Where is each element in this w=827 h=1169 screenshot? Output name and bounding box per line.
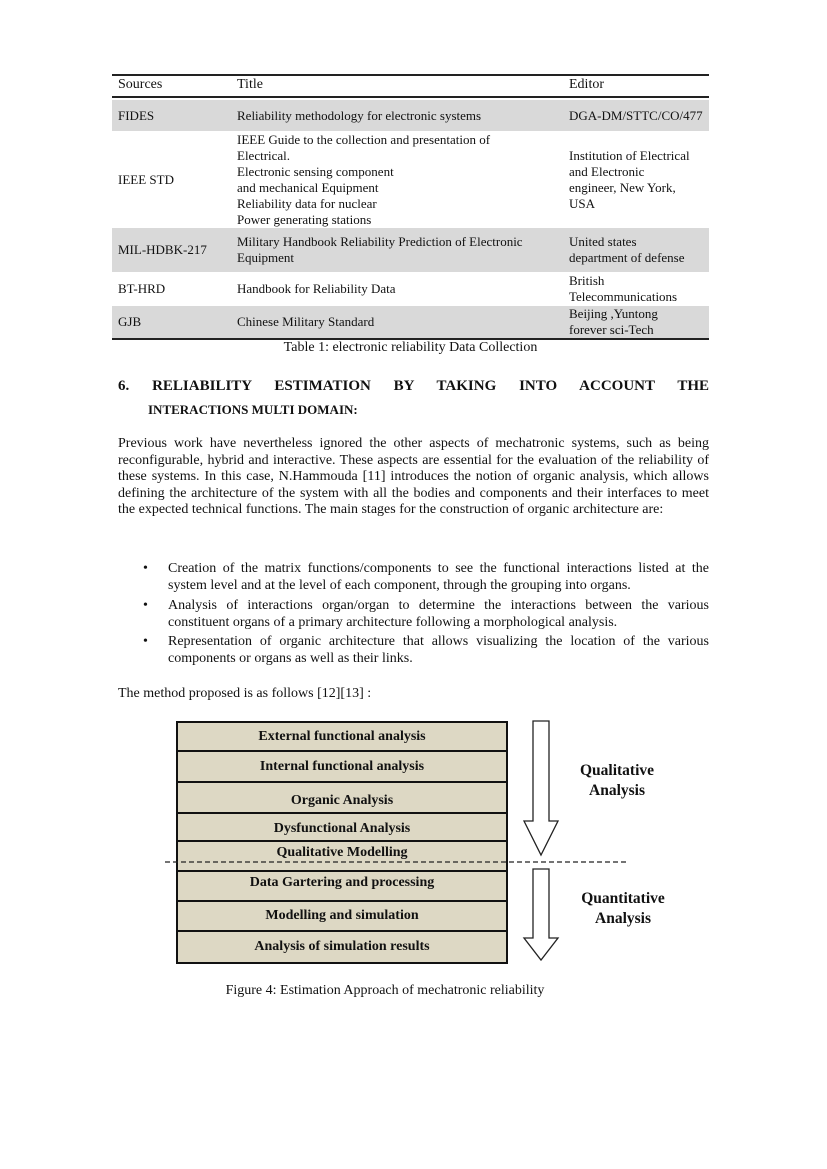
title-line: Electronic sensing component bbox=[237, 163, 394, 179]
title-line: Equipment bbox=[237, 250, 295, 265]
step-box: Internal functional analysis bbox=[176, 750, 508, 783]
list-item-text: Creation of the matrix functions/components to see the functional interactions listed at the system level and at the level of each component, through the grouping into organs. bbox=[168, 561, 709, 593]
step-box: Qualitative Modelling bbox=[176, 840, 508, 872]
figure-caption: Figure 4: Estimation Approach of mechatronic reliability bbox=[225, 983, 545, 998]
title-line: Military Handbook Reliability Prediction of Electronic bbox=[237, 234, 523, 249]
editor-cell: DGA-DM/STTC/CO/477 bbox=[569, 107, 703, 123]
qualitative-label bbox=[567, 761, 667, 801]
list-item-text: Analysis of interactions organ/organ to determine the interactions between the various constituent organs of a primary architecture following a morphological analysis. bbox=[168, 598, 709, 630]
step-box: Data Gartering and processing bbox=[176, 870, 508, 902]
source-cell: MIL-HDBK-217 bbox=[118, 242, 207, 257]
section-number: 6. bbox=[118, 378, 130, 394]
editor-line: and Electronic bbox=[569, 163, 645, 179]
label-line: Quantitative bbox=[581, 890, 665, 907]
title-line: Reliability data for nuclear bbox=[237, 195, 377, 211]
step-box: Dysfunctional Analysis bbox=[176, 812, 508, 842]
source-cell: GJB bbox=[118, 314, 142, 329]
editor-line: Telecommunications bbox=[569, 289, 678, 304]
title-line: Power generating stations bbox=[237, 211, 372, 227]
editor-line: forever sci-Tech bbox=[569, 322, 654, 337]
bullet-icon: • bbox=[143, 598, 148, 613]
header-title: Title bbox=[237, 77, 263, 92]
list-item-text: Representation of organic architecture that allows visualizing the location of the various components or organs as well as their links. bbox=[168, 634, 709, 666]
method-intro: The method proposed is as follows [12][13] : bbox=[118, 686, 372, 701]
editor-line: British bbox=[569, 273, 605, 288]
step-box: Analysis of simulation results bbox=[176, 930, 508, 964]
editor-line: department of defense bbox=[569, 250, 685, 265]
editor-line: USA bbox=[569, 195, 596, 211]
label-line: Analysis bbox=[595, 910, 651, 927]
table-caption: Table 1: electronic reliability Data Collection bbox=[283, 340, 538, 355]
down-arrow-icon bbox=[524, 869, 558, 960]
editor-line: United states bbox=[569, 234, 637, 249]
title-cell: Chinese Military Standard bbox=[237, 314, 375, 329]
step-box: External functional analysis bbox=[176, 721, 508, 752]
section-heading-line2: INTERACTIONS MULTI DOMAIN: bbox=[148, 402, 358, 417]
bullet-icon: • bbox=[143, 561, 148, 576]
title-cell: Reliability methodology for electronic systems bbox=[237, 107, 482, 123]
title-line: Electrical. bbox=[237, 147, 291, 163]
editor-line: Institution of Electrical bbox=[569, 147, 690, 163]
label-line: Qualitative bbox=[579, 762, 655, 779]
down-arrow-icon bbox=[524, 721, 558, 855]
title-cell: Handbook for Reliability Data bbox=[237, 281, 396, 296]
body-paragraph: Previous work have nevertheless ignored the other aspects of mechatronic systems, such as being reconfigurable, hybrid and interactive. These aspects are essential for the evaluation of the reliability of these systems. In this case, N.Hammouda [11] introduces the notion of organic analysis, which allows defining the architecture of the system with all the bodies and components and their interfaces to meet the expected technical functions. The main stages for the construction of organic architecture are: bbox=[118, 436, 709, 518]
header-sources: Sources bbox=[118, 77, 163, 92]
step-box: Modelling and simulation bbox=[176, 900, 508, 932]
header-editor: Editor bbox=[569, 77, 604, 92]
editor-line: Beijing ,Yuntong bbox=[569, 306, 658, 321]
step-box: Organic Analysis bbox=[176, 781, 508, 814]
quantitative-label bbox=[573, 889, 673, 929]
source-cell: FIDES bbox=[118, 107, 155, 123]
editor-line: engineer, New York, bbox=[569, 179, 676, 195]
section-title: RELIABILITY ESTIMATION BY TAKING INTO ACCOUNT THE bbox=[152, 378, 709, 394]
title-line: IEEE Guide to the collection and presentation of bbox=[237, 131, 491, 147]
title-line: and mechanical Equipment bbox=[237, 179, 379, 195]
source-cell: IEEE STD bbox=[118, 171, 174, 187]
bullet-icon: • bbox=[143, 634, 148, 649]
label-line: Analysis bbox=[589, 782, 645, 799]
source-cell: BT-HRD bbox=[118, 281, 166, 296]
